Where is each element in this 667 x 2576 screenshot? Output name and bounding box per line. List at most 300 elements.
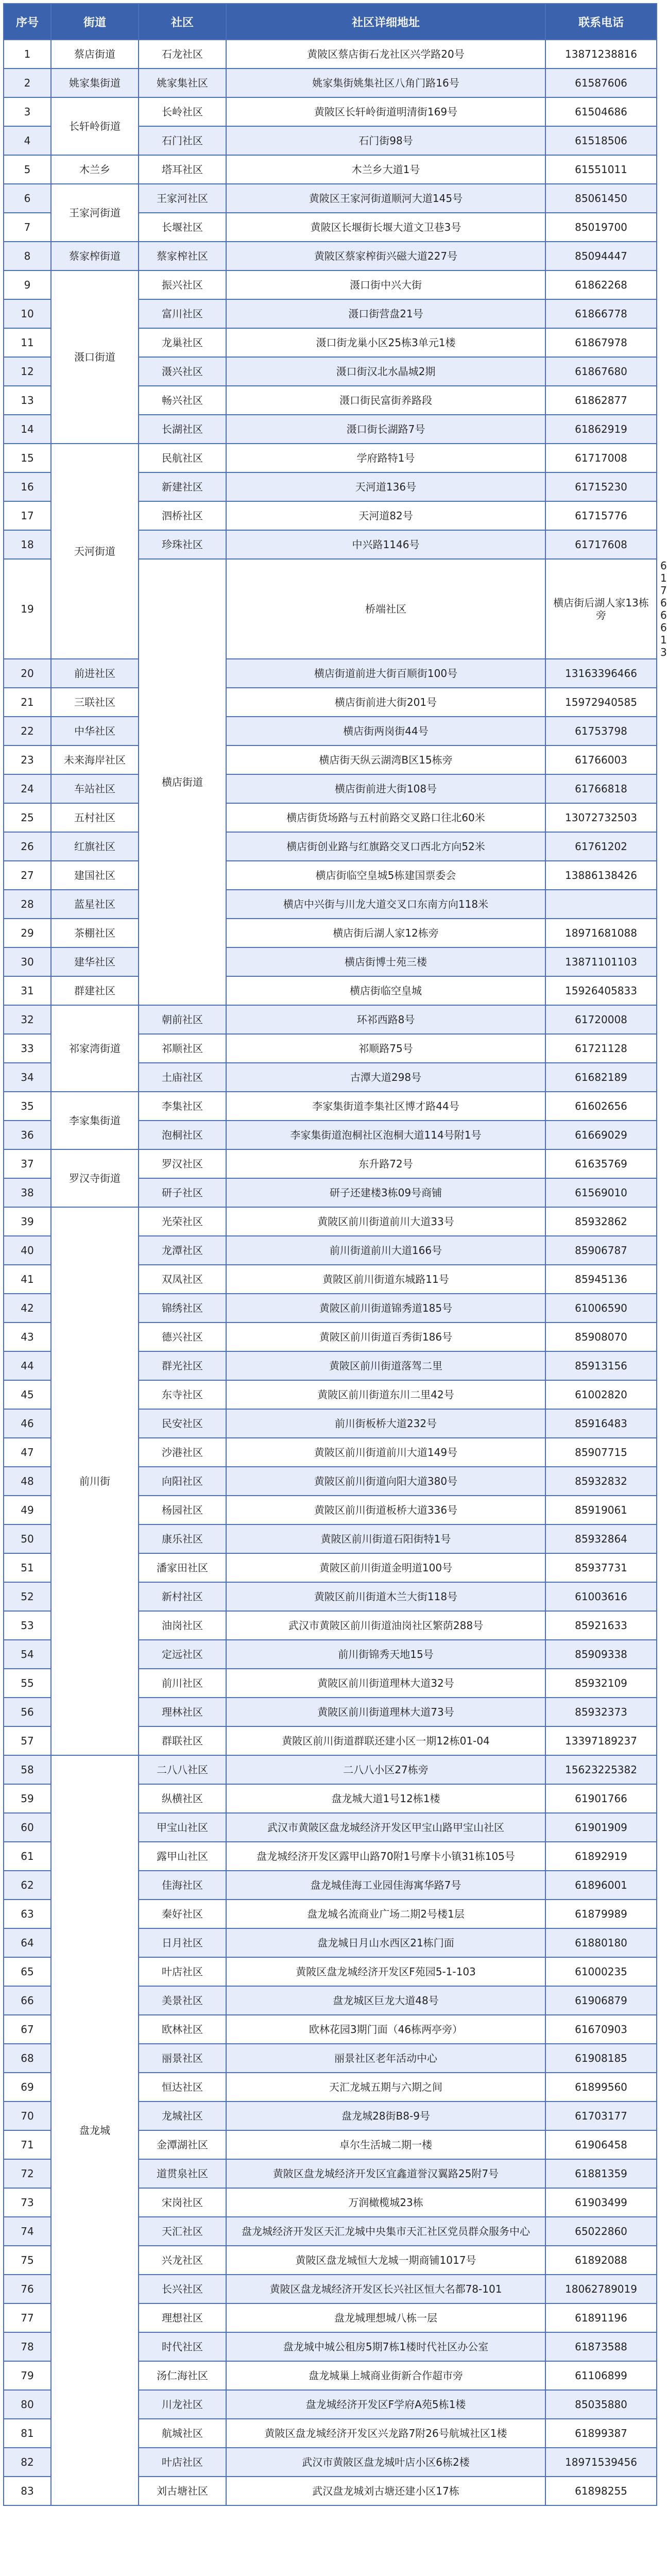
phone-cell: 18971681088 <box>545 919 657 947</box>
phone-cell: 61753798 <box>545 717 657 745</box>
phone-cell: 65022860 <box>545 2217 657 2246</box>
address-cell: 盘龙城大道1号12栋1楼 <box>226 1784 545 1813</box>
community-cell: 前进社区 <box>51 659 139 688</box>
phone-cell: 61906458 <box>545 2130 657 2159</box>
address-cell: 黄陂区前川街道向阳大道380号 <box>226 1467 545 1496</box>
community-cell: 蔡家榨社区 <box>139 242 226 270</box>
community-cell: 油岗社区 <box>139 1611 226 1640</box>
table-row <box>4 1005 657 1034</box>
address-cell: 古潭大道298号 <box>226 1063 545 1092</box>
phone-cell: 61899387 <box>545 2419 657 2448</box>
street-cell: 蔡店街道 <box>51 40 139 69</box>
community-cell: 汤仁海社区 <box>139 2361 226 2390</box>
community-cell: 前川社区 <box>139 1669 226 1698</box>
row-number: 77 <box>4 2303 51 2332</box>
phone-cell: 61551011 <box>545 155 657 184</box>
table-row <box>4 242 657 270</box>
community-cell: 时代社区 <box>139 2332 226 2361</box>
address-cell: 黄陂区盘龙城经济开发区宜鑫道誉汉翼路25附7号 <box>226 2159 545 2188</box>
phone-cell: 85932862 <box>545 1207 657 1236</box>
phone-cell: 18971539456 <box>545 2448 657 2477</box>
address-cell: 前川街道前川大道166号 <box>226 1236 545 1265</box>
row-number: 76 <box>4 2275 51 2303</box>
address-cell: 盘龙城28街B8-9号 <box>226 2102 545 2130</box>
address-cell: 滠口街长湖路7号 <box>226 415 545 444</box>
address-cell: 黄陂区王家河街道顺河大道145号 <box>226 184 545 213</box>
row-number: 62 <box>4 1871 51 1900</box>
row-number: 16 <box>4 472 51 501</box>
address-cell: 黄陂区长轩岭街道明清街169号 <box>226 97 545 126</box>
phone-cell: 61635769 <box>545 1149 657 1178</box>
street-cell: 祁家湾街道 <box>51 1005 139 1092</box>
community-cell: 石龙社区 <box>139 40 226 69</box>
address-cell: 横店街道前进大街百顺街100号 <box>226 659 545 688</box>
row-number: 5 <box>4 155 51 184</box>
row-number: 47 <box>4 1438 51 1467</box>
phone-cell: 61703177 <box>545 2102 657 2130</box>
community-cell: 振兴社区 <box>139 270 226 299</box>
phone-cell: 61569010 <box>545 1178 657 1207</box>
phone-cell: 61715776 <box>545 501 657 530</box>
row-number: 14 <box>4 415 51 444</box>
community-cell: 王家河社区 <box>139 184 226 213</box>
community-cell: 富川社区 <box>139 299 226 328</box>
community-cell: 民航社区 <box>139 444 226 472</box>
phone-cell: 61717608 <box>545 530 657 559</box>
row-number: 46 <box>4 1409 51 1438</box>
row-number: 3 <box>4 97 51 126</box>
phone-cell: 61873588 <box>545 2332 657 2361</box>
row-number: 25 <box>4 803 51 832</box>
community-cell: 定远社区 <box>139 1640 226 1669</box>
row-number: 19 <box>4 559 51 659</box>
row-number: 53 <box>4 1611 51 1640</box>
phone-cell: 85919061 <box>545 1496 657 1524</box>
phone-cell: 61002820 <box>545 1380 657 1409</box>
phone-cell: 61720008 <box>545 1005 657 1034</box>
phone-cell: 61898255 <box>545 2477 657 2505</box>
phone-cell: 61899560 <box>545 2073 657 2102</box>
address-cell: 武汉市黄陂区盘龙城经济开发区甲宝山路甲宝山社区 <box>226 1813 545 1842</box>
phone-cell: 13871101103 <box>545 947 657 976</box>
row-number: 41 <box>4 1265 51 1294</box>
community-cell: 双凤社区 <box>139 1265 226 1294</box>
community-cell: 新建社区 <box>139 472 226 501</box>
community-cell: 理想社区 <box>139 2303 226 2332</box>
address-cell: 欧林花园3期门面（46栋两亭旁） <box>226 2015 545 2044</box>
community-cell: 蓝星社区 <box>51 890 139 919</box>
community-cell: 群光社区 <box>139 1351 226 1380</box>
phone-cell: 61892088 <box>545 2246 657 2275</box>
table-row <box>4 155 657 184</box>
phone-cell: 85907715 <box>545 1438 657 1467</box>
row-number: 28 <box>4 890 51 919</box>
table-row <box>4 184 657 213</box>
phone-cell: 85909338 <box>545 1640 657 1669</box>
phone-cell: 61761202 <box>545 832 657 861</box>
header-phone: 联系电话 <box>545 4 657 40</box>
community-cell: 兴龙社区 <box>139 2246 226 2275</box>
row-number: 79 <box>4 2361 51 2390</box>
row-number: 50 <box>4 1524 51 1553</box>
address-cell: 横店街临空皇城5栋建国票委会 <box>226 861 545 890</box>
phone-cell: 13072732503 <box>545 803 657 832</box>
phone-cell: 61866778 <box>545 299 657 328</box>
address-cell: 横店街博士苑三楼 <box>226 947 545 976</box>
address-cell: 卓尔生活城二期一楼 <box>226 2130 545 2159</box>
phone-cell: 61670903 <box>545 2015 657 2044</box>
community-cell: 宋岗社区 <box>139 2188 226 2217</box>
row-number: 4 <box>4 126 51 155</box>
row-number: 15 <box>4 444 51 472</box>
community-cell: 甲宝山社区 <box>139 1813 226 1842</box>
address-cell: 黄陂区前川街道石阳街特1号 <box>226 1524 545 1553</box>
address-cell: 滠口街汉北水晶城2期 <box>226 357 545 386</box>
address-cell: 黄陂区前川街道板桥大道336号 <box>226 1496 545 1524</box>
phone-cell: 61862877 <box>545 386 657 415</box>
phone-cell: 61892919 <box>545 1842 657 1871</box>
row-number: 82 <box>4 2448 51 2477</box>
community-cell: 道贯泉社区 <box>139 2159 226 2188</box>
address-cell: 滠口街龙巢小区25栋3单元1楼 <box>226 328 545 357</box>
row-number: 6 <box>4 184 51 213</box>
phone-cell: 15623225382 <box>545 1755 657 1784</box>
street-cell: 天河街道 <box>51 444 139 659</box>
address-cell: 黄陂区盘龙城经济开发区兴龙路7附26号航城社区1楼 <box>226 2419 545 2448</box>
row-number: 1 <box>4 40 51 69</box>
address-cell: 天河道82号 <box>226 501 545 530</box>
row-number: 26 <box>4 832 51 861</box>
phone-cell: 61903499 <box>545 2188 657 2217</box>
street-cell: 姚家集街道 <box>51 69 139 97</box>
table-row <box>4 745 657 774</box>
phone-cell: 13886138426 <box>545 861 657 890</box>
phone-cell: 85921633 <box>545 1611 657 1640</box>
address-cell: 研子还建楼3栋09号商铺 <box>226 1178 545 1207</box>
community-cell: 康乐社区 <box>139 1524 226 1553</box>
phone-cell: 85932832 <box>545 1467 657 1496</box>
row-number: 68 <box>4 2044 51 2073</box>
community-cell: 塔耳社区 <box>139 155 226 184</box>
phone-cell: 85932373 <box>545 1698 657 1726</box>
phone-cell: 61867680 <box>545 357 657 386</box>
community-cell: 长湖社区 <box>139 415 226 444</box>
row-number: 65 <box>4 1957 51 1986</box>
phone-cell: 61896001 <box>545 1871 657 1900</box>
address-cell: 滠口街中兴大街 <box>226 270 545 299</box>
table-header-row <box>4 4 657 40</box>
row-number: 7 <box>4 213 51 242</box>
row-number: 60 <box>4 1813 51 1842</box>
row-number: 42 <box>4 1294 51 1323</box>
address-cell: 盘龙城中城公租房5期7栋1楼时代社区办公室 <box>226 2332 545 2361</box>
community-cell: 叶店社区 <box>139 1957 226 1986</box>
table-row <box>4 1092 657 1121</box>
community-cell: 红旗社区 <box>51 832 139 861</box>
community-cell: 李集社区 <box>139 1092 226 1121</box>
community-cell: 民安社区 <box>139 1409 226 1438</box>
community-cell: 秦好社区 <box>139 1900 226 1928</box>
address-cell: 前川街锦秀天地15号 <box>226 1640 545 1669</box>
community-cell: 锦绣社区 <box>139 1294 226 1323</box>
row-number: 34 <box>4 1063 51 1092</box>
address-cell: 前川街板桥大道232号 <box>226 1409 545 1438</box>
row-number: 49 <box>4 1496 51 1524</box>
community-cell: 金潭湖社区 <box>139 2130 226 2159</box>
community-cell: 美景社区 <box>139 1986 226 2015</box>
address-cell: 学府路特1号 <box>226 444 545 472</box>
community-cell: 理林社区 <box>139 1698 226 1726</box>
table-row <box>4 1149 657 1178</box>
table-row <box>4 861 657 890</box>
row-number: 70 <box>4 2102 51 2130</box>
community-table <box>3 3 667 2506</box>
community-cell: 潘家田社区 <box>139 1553 226 1582</box>
address-cell: 黄陂区蔡店街石龙社区兴学路20号 <box>226 40 545 69</box>
phone-cell: 85916483 <box>545 1409 657 1438</box>
table-row <box>4 688 657 717</box>
table-row <box>4 919 657 947</box>
community-cell: 长岭社区 <box>139 97 226 126</box>
header-street: 街道 <box>51 4 139 40</box>
row-number: 23 <box>4 745 51 774</box>
street-cell: 盘龙城 <box>51 1755 139 2505</box>
row-number: 11 <box>4 328 51 357</box>
phone-cell: 61880180 <box>545 1928 657 1957</box>
row-number: 54 <box>4 1640 51 1669</box>
row-number: 75 <box>4 2246 51 2275</box>
address-cell: 石门街98号 <box>226 126 545 155</box>
phone-cell: 61715230 <box>545 472 657 501</box>
address-cell: 横店街前进大街201号 <box>226 688 545 717</box>
phone-cell: 61106899 <box>545 2361 657 2390</box>
address-cell: 黄陂区前川街道东川二里42号 <box>226 1380 545 1409</box>
street-cell: 木兰乡 <box>51 155 139 184</box>
row-number: 73 <box>4 2188 51 2217</box>
phone-cell: 61879989 <box>545 1900 657 1928</box>
address-cell: 东升路72号 <box>226 1149 545 1178</box>
row-number: 29 <box>4 919 51 947</box>
row-number: 66 <box>4 1986 51 2015</box>
community-cell: 茶棚社区 <box>51 919 139 947</box>
phone-cell: 61901766 <box>545 1784 657 1813</box>
table-row <box>4 1755 657 1784</box>
phone-cell: 61717008 <box>545 444 657 472</box>
address-cell: 天河道136号 <box>226 472 545 501</box>
row-number: 27 <box>4 861 51 890</box>
address-cell: 横店中兴街与川龙大道交叉口东南方向118米 <box>226 890 545 919</box>
address-cell: 黄陂区前川街道木兰大街118号 <box>226 1582 545 1611</box>
phone-cell: 85019700 <box>545 213 657 242</box>
phone-cell: 61881359 <box>545 2159 657 2188</box>
table-row <box>4 774 657 803</box>
phone-cell: 15972940585 <box>545 688 657 717</box>
address-cell: 黄陂区前川街道理林大道32号 <box>226 1669 545 1698</box>
row-number: 9 <box>4 270 51 299</box>
community-cell: 恒达社区 <box>139 2073 226 2102</box>
community-cell: 龙潭社区 <box>139 1236 226 1265</box>
community-cell: 二八八社区 <box>139 1755 226 1784</box>
row-number: 83 <box>4 2477 51 2505</box>
community-cell: 群联社区 <box>139 1726 226 1755</box>
row-number: 24 <box>4 774 51 803</box>
address-cell: 丽景社区老年活动中心 <box>226 2044 545 2073</box>
phone-cell: 61766003 <box>545 745 657 774</box>
row-number: 61 <box>4 1842 51 1871</box>
address-cell: 黄陂区长堰街长堰大道文卫巷3号 <box>226 213 545 242</box>
phone-cell: 85937731 <box>545 1553 657 1582</box>
row-number: 8 <box>4 242 51 270</box>
address-cell: 黄陂区前川街道前川大道149号 <box>226 1438 545 1467</box>
community-cell: 欧林社区 <box>139 2015 226 2044</box>
community-cell: 叶店社区 <box>139 2448 226 2477</box>
row-number: 40 <box>4 1236 51 1265</box>
row-number: 72 <box>4 2159 51 2188</box>
phone-cell: 61587606 <box>545 69 657 97</box>
street-cell: 前川街 <box>51 1207 139 1755</box>
row-number: 64 <box>4 1928 51 1957</box>
community-cell: 佳海社区 <box>139 1871 226 1900</box>
community-cell: 光荣社区 <box>139 1207 226 1236</box>
phone-cell: 61006590 <box>545 1294 657 1323</box>
table-row <box>4 947 657 976</box>
community-cell: 祁顺社区 <box>139 1034 226 1063</box>
row-number: 43 <box>4 1323 51 1351</box>
phone-cell: 61669029 <box>545 1121 657 1149</box>
phone-cell <box>545 890 657 919</box>
community-cell: 东寺社区 <box>139 1380 226 1409</box>
row-number: 52 <box>4 1582 51 1611</box>
community-cell: 姚家集社区 <box>139 69 226 97</box>
community-cell: 建国社区 <box>51 861 139 890</box>
row-number: 81 <box>4 2419 51 2448</box>
row-number: 12 <box>4 357 51 386</box>
phone-cell: 61862919 <box>545 415 657 444</box>
address-cell: 黄陂区前川街道理林大道73号 <box>226 1698 545 1726</box>
row-number: 38 <box>4 1178 51 1207</box>
phone-cell: 61906879 <box>545 1986 657 2015</box>
phone-cell: 85932109 <box>545 1669 657 1698</box>
table-row <box>4 97 657 126</box>
community-cell: 长堰社区 <box>139 213 226 242</box>
table-row <box>4 40 657 69</box>
community-cell: 德兴社区 <box>139 1323 226 1351</box>
address-cell: 黄陂区前川街道百秀街186号 <box>226 1323 545 1351</box>
row-number: 17 <box>4 501 51 530</box>
row-number: 63 <box>4 1900 51 1928</box>
phone-cell: 61518506 <box>545 126 657 155</box>
community-cell: 桥端社区 <box>226 559 545 659</box>
address-cell: 盘龙城巢上城商业街新合作超市旁 <box>226 2361 545 2390</box>
community-cell: 川龙社区 <box>139 2390 226 2419</box>
phone-cell: 61891196 <box>545 2303 657 2332</box>
community-cell: 新村社区 <box>139 1582 226 1611</box>
phone-cell: 61602656 <box>545 1092 657 1121</box>
row-number: 51 <box>4 1553 51 1582</box>
community-cell: 刘古塘社区 <box>139 2477 226 2505</box>
row-number: 33 <box>4 1034 51 1063</box>
street-cell: 蔡家榨街道 <box>51 242 139 270</box>
row-number: 67 <box>4 2015 51 2044</box>
address-cell: 黄陂区前川街道东城路11号 <box>226 1265 545 1294</box>
address-cell: 环祁西路8号 <box>226 1005 545 1034</box>
row-number: 80 <box>4 2390 51 2419</box>
address-cell: 盘龙城经济开发区露甲山路70附1号摩卡小镇31栋105号 <box>226 1842 545 1871</box>
row-number: 78 <box>4 2332 51 2361</box>
community-cell: 珍珠社区 <box>139 530 226 559</box>
row-number: 21 <box>4 688 51 717</box>
community-cell: 中华社区 <box>51 717 139 745</box>
table-container <box>3 3 667 2506</box>
address-cell: 横店街临空皇城 <box>226 976 545 1005</box>
community-cell: 龙城社区 <box>139 2102 226 2130</box>
community-cell: 泗桥社区 <box>139 501 226 530</box>
address-cell: 武汉市黄陂区盘龙城叶店小区6栋2楼 <box>226 2448 545 2477</box>
phone-cell: 61766818 <box>545 774 657 803</box>
address-cell: 盘龙城佳海工业园佳海寓华路7号 <box>226 1871 545 1900</box>
address-cell: 盘龙城经济开发区F学府A苑5栋1楼 <box>226 2390 545 2419</box>
phone-cell: 13397189237 <box>545 1726 657 1755</box>
table-row: 19 横店街道 桥端社区 横店街后湖人家13栋旁 61766613 <box>4 559 657 659</box>
row-number: 44 <box>4 1351 51 1380</box>
header-address: 社区详细地址 <box>226 4 545 40</box>
address-cell: 黄陂区前川街道前川大道33号 <box>226 1207 545 1236</box>
row-number: 2 <box>4 69 51 97</box>
phone-cell: 15926405833 <box>545 976 657 1005</box>
address-cell: 黄陂区盘龙城经济开发区F苑园5-1-103 <box>226 1957 545 1986</box>
table-row <box>4 717 657 745</box>
phone-cell: 85913156 <box>545 1351 657 1380</box>
street-cell: 横店街道 <box>139 559 226 1005</box>
address-cell: 武汉盘龙城刘古塘还建小区17栋 <box>226 2477 545 2505</box>
phone-cell: 85094447 <box>545 242 657 270</box>
community-cell: 罗汉社区 <box>139 1149 226 1178</box>
street-cell: 滠口街道 <box>51 270 139 444</box>
community-cell: 泡桐社区 <box>139 1121 226 1149</box>
row-number: 69 <box>4 2073 51 2102</box>
row-number: 59 <box>4 1784 51 1813</box>
table-row <box>4 1207 657 1236</box>
community-cell: 研子社区 <box>139 1178 226 1207</box>
phone-cell: 61908185 <box>545 2044 657 2073</box>
phone-cell: 13163396466 <box>545 659 657 688</box>
community-cell: 群建社区 <box>51 976 139 1005</box>
phone-cell: 13871238816 <box>545 40 657 69</box>
phone-cell: 61003616 <box>545 1582 657 1611</box>
street-cell: 李家集街道 <box>51 1092 139 1149</box>
community-cell: 滠兴社区 <box>139 357 226 386</box>
row-number: 36 <box>4 1121 51 1149</box>
table-row <box>4 444 657 472</box>
address-cell: 二八八小区27栋旁 <box>226 1755 545 1784</box>
community-cell: 航城社区 <box>139 2419 226 2448</box>
address-cell: 盘龙城区巨龙大道48号 <box>226 1986 545 2015</box>
address-cell: 李家集街道泡桐社区泡桐大道114号附1号 <box>226 1121 545 1149</box>
community-cell: 天汇社区 <box>139 2217 226 2246</box>
table-row <box>4 270 657 299</box>
row-number: 20 <box>4 659 51 688</box>
phone-cell: 61000235 <box>545 1957 657 1986</box>
community-cell: 五村社区 <box>51 803 139 832</box>
community-cell: 畅兴社区 <box>139 386 226 415</box>
row-number: 22 <box>4 717 51 745</box>
table-row <box>4 890 657 919</box>
address-cell: 盘龙城经济开发区天汇龙城中央集市天汇社区党员群众服务中心 <box>226 2217 545 2246</box>
community-cell: 土庙社区 <box>139 1063 226 1092</box>
address-cell: 黄陂区前川街道金明道100号 <box>226 1553 545 1582</box>
address-cell: 滠口街民富街养路段 <box>226 386 545 415</box>
phone-cell: 61867978 <box>545 328 657 357</box>
